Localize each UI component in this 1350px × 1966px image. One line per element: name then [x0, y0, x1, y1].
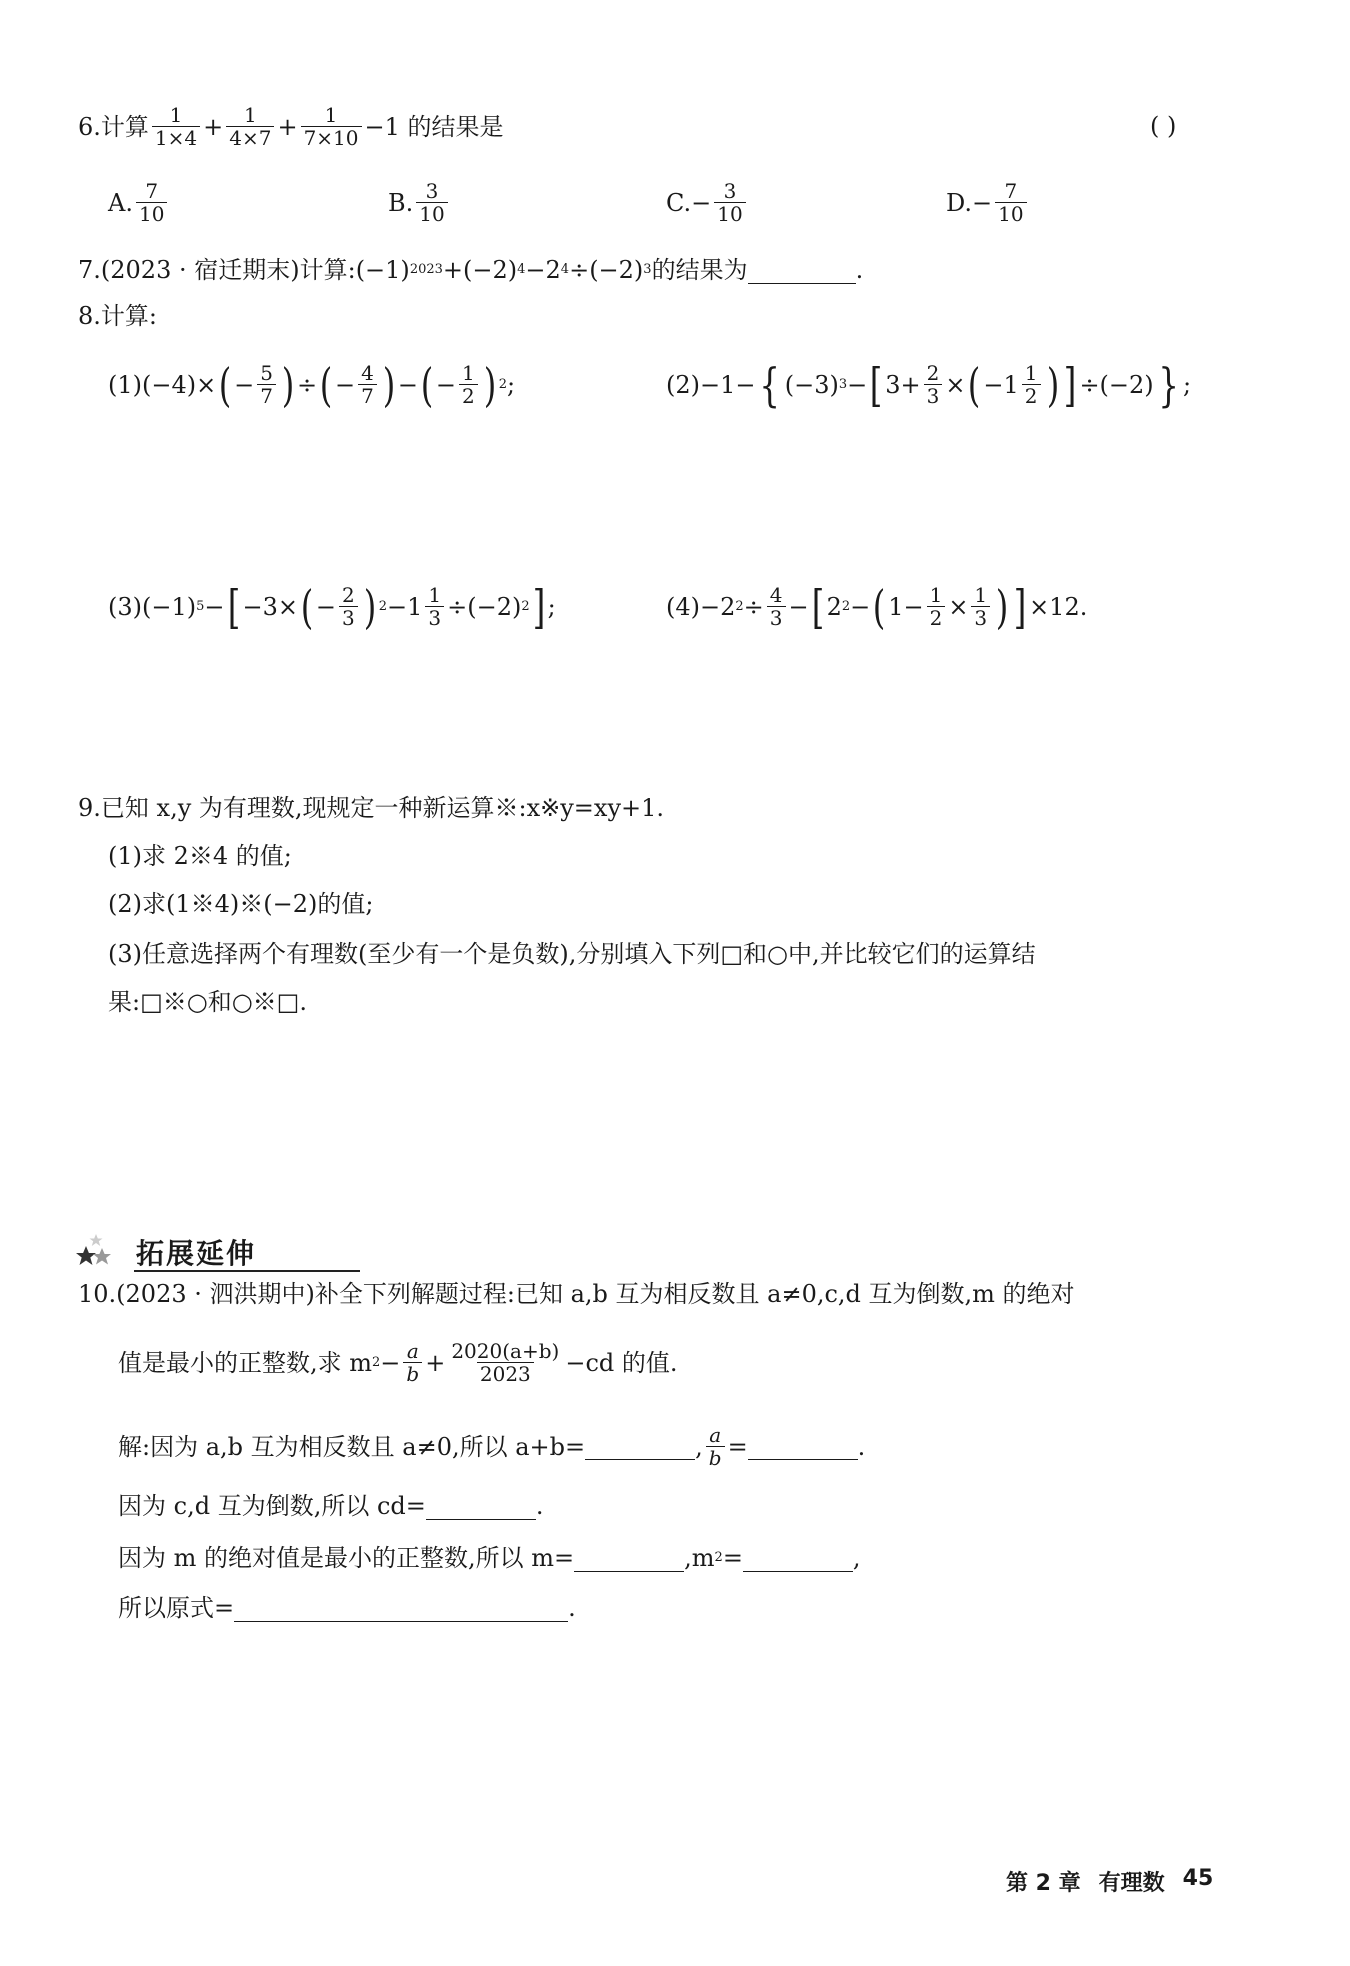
q10-sol1-a: 解:因为 a,b 互为相反数且 a≠0,所以 a+b= [118, 1432, 586, 1461]
q8-1-sign-2: − [335, 370, 356, 399]
q10-blank-a-plus-b[interactable] [585, 1433, 695, 1460]
q10-f2-num: 2020(a+b) [451, 1339, 560, 1363]
q10-sol1-c: = [727, 1432, 748, 1461]
q8-3-exp-2: 2 [378, 598, 387, 614]
q8-3-fraction-1 [339, 584, 358, 629]
q6-fraction-2-num: 1 [243, 103, 257, 127]
q8-4-fraction-3 [971, 584, 990, 629]
section-header [76, 1228, 286, 1274]
q8-part-2 [666, 357, 1192, 412]
q8-1-rparen-1: ) [281, 357, 295, 412]
q10-sol3-exp: 2 [714, 1550, 723, 1565]
q6-fraction-1-den: 1×4 [152, 126, 200, 149]
q6-option-d[interactable] [946, 180, 1030, 225]
question-7 [78, 252, 863, 288]
q8-3-end: ; [547, 592, 556, 621]
q7-part-2: +(−2) [442, 256, 518, 284]
q6-option-a-label: A. [108, 188, 133, 217]
q8-4-exp-2: 2 [841, 598, 851, 614]
q8-part-3 [108, 579, 556, 634]
q10-sol1-b: , [695, 1432, 703, 1461]
q8-3-c: −3× [242, 592, 298, 621]
q6-fraction-3-num: 1 [324, 103, 338, 127]
q7-end: . [855, 256, 864, 284]
q8-3-a: (3)(−1) [108, 592, 197, 621]
q8-part-1 [108, 357, 516, 412]
q10-f1-num: a [406, 1339, 419, 1363]
q10-solution-1 [118, 1424, 865, 1469]
q10-l2-a: 值是最小的正整数,求 m [118, 1348, 373, 1377]
q8-2-rbrace: } [1158, 357, 1179, 412]
q10-f2-den: 2023 [477, 1362, 534, 1385]
q8-1-lparen-3: ( [420, 357, 434, 412]
q9-number: 9. [78, 794, 101, 822]
q10-sol1-fraction [706, 1424, 725, 1469]
q8-4-h: 1− [888, 592, 924, 621]
q6-option-c-fraction [714, 180, 745, 225]
q8-4-lparen: ( [872, 579, 886, 634]
q8-2-b: (−3) [784, 370, 839, 399]
q6-option-a-fraction [136, 180, 167, 225]
q9-sub-1: (1)求 2※4 的值; [108, 842, 292, 870]
q6-fraction-3 [301, 104, 362, 149]
q8-4-fraction-1 [767, 584, 786, 629]
q8-3-exp-1: 5 [196, 598, 205, 614]
q6-option-d-sign: − [972, 188, 993, 217]
q7-exp-3: 4 [560, 262, 570, 277]
q8-4-fraction-2 [927, 584, 946, 629]
q6-fraction-3-den: 7×10 [301, 126, 362, 149]
q6-option-b-fraction [416, 180, 447, 225]
q6-op-1: + [203, 112, 224, 141]
q6-option-d-den: 10 [995, 202, 1026, 225]
footer-title: 有理数 [1098, 1871, 1165, 1896]
q8-4-f1-num: 4 [769, 583, 783, 607]
q8-1-f2-num: 4 [361, 361, 374, 385]
star-icon [76, 1232, 136, 1272]
page-footer [1006, 1866, 1213, 1897]
question-10 [78, 1276, 1075, 1312]
q8-2-d: 3+ [885, 370, 921, 399]
q6-option-d-num: 7 [1004, 179, 1018, 203]
q8-3-f2-den: 3 [425, 606, 444, 629]
page-number: 45 [1182, 1866, 1214, 1891]
q10-sol1-d: . [857, 1432, 866, 1461]
q9-sub-3-line-1: (3)任意选择两个有理数(至少有一个是负数),分别填入下列□和○中,并比较它们的运算结 [108, 940, 1036, 968]
q8-2-c: − [847, 370, 868, 399]
q8-1-f3-den: 2 [459, 384, 478, 407]
q8-3-g: ÷(−2) [447, 592, 522, 621]
q8-4-f2-den: 2 [927, 606, 946, 629]
q6-fraction-1 [152, 104, 200, 149]
q9-sub-3-line-2: 果:□※○和○※□. [108, 988, 307, 1016]
q6-option-a-den: 10 [136, 202, 167, 225]
q7-exp-4: 3 [643, 262, 652, 277]
q6-option-c-num: 3 [723, 179, 737, 203]
q7-number: 7. [78, 256, 101, 284]
q8-1-exp: 2 [498, 376, 507, 392]
q8-1-a: (1)(−4)× [108, 370, 217, 399]
q8-2-lparen: ( [968, 357, 981, 412]
q8-3-f1-num: 2 [342, 583, 355, 607]
q6-lead: 计算 [100, 112, 149, 141]
q8-2-lbrace: { [759, 357, 781, 412]
q8-2-times: × [945, 370, 966, 399]
q10-line-2 [118, 1340, 678, 1385]
q10-solution-2 [118, 1488, 544, 1524]
q10-blank-m[interactable] [574, 1545, 684, 1572]
q8-3-fraction-2 [425, 584, 444, 629]
q6-option-b-num: 3 [425, 179, 439, 203]
q6-number: 6. [78, 112, 101, 141]
q8-4-end: ×12. [1029, 592, 1088, 621]
q8-2-fraction-1 [924, 362, 943, 407]
q10-sol3-c: = [722, 1544, 743, 1572]
q8-title: 计算: [100, 302, 157, 330]
q8-4-g: − [850, 592, 871, 621]
section-title: 拓展延伸 [136, 1237, 257, 1270]
q8-4-exp-1: 2 [735, 598, 744, 614]
q6-fraction-1-num: 1 [169, 103, 183, 127]
q10-line-1: 补全下列解题过程:已知 a,b 互为相反数且 a≠0,c,d 互为倒数,m 的绝对 [314, 1280, 1075, 1308]
q6-option-c[interactable] [666, 180, 749, 225]
q8-3-mixed-whole: −1 [386, 592, 423, 621]
q8-4-f1-den: 3 [767, 606, 786, 629]
q8-4-c: − [788, 592, 809, 621]
q8-1-c: − [397, 370, 418, 399]
q8-4-rparen: ) [995, 579, 1009, 634]
q8-4-f3-num: 1 [974, 583, 988, 607]
q8-2-f2-den: 2 [1022, 384, 1041, 407]
q8-3-exp-3: 2 [521, 598, 530, 614]
q8-1-rparen-3: ) [483, 357, 496, 412]
q10-sol3-b: ,m [684, 1544, 715, 1572]
q10-f1-den: b [403, 1362, 422, 1385]
q8-2-lbracket: [ [869, 357, 883, 412]
q6-option-d-label: D. [946, 188, 973, 217]
q8-2-rbracket: ] [1064, 357, 1077, 412]
q8-1-sign-3: − [435, 370, 456, 399]
q7-part-5: 的结果为 [651, 256, 748, 284]
q8-2-a: (2)−1− [666, 370, 756, 399]
question-9 [78, 790, 664, 826]
question-6 [78, 104, 504, 149]
q10-sol1f-den: b [706, 1446, 725, 1469]
q8-3-sign: − [315, 592, 337, 621]
q8-1-rparen-2: ) [382, 357, 396, 412]
q6-answer-paren[interactable]: ( ) [1150, 112, 1177, 140]
q10-number: 10. [78, 1280, 117, 1308]
q7-exp-1: 2023 [409, 262, 443, 277]
q7-part-4: ÷(−2) [569, 256, 644, 284]
q8-number: 8. [78, 302, 101, 330]
q8-1-f2-den: 7 [358, 384, 377, 407]
q8-4-a: (4)−2 [666, 592, 736, 621]
q8-2-f1-den: 3 [924, 384, 943, 407]
q8-2-end: ; [1182, 370, 1192, 399]
q10-blank-a-over-b[interactable] [748, 1433, 858, 1460]
q10-blank-cd[interactable] [426, 1493, 536, 1520]
q10-l2-d: −cd 的值. [565, 1348, 678, 1377]
q8-3-rparen: ) [363, 579, 377, 634]
q10-l2-b: − [380, 1348, 401, 1377]
q8-4-f3-den: 3 [971, 606, 990, 629]
q10-blank-m-squared[interactable] [743, 1545, 853, 1572]
q6-op-2: + [277, 112, 298, 141]
q8-1-fraction-1 [257, 362, 276, 407]
q10-sol3-d: , [852, 1544, 861, 1572]
q7-part-3: −2 [525, 256, 561, 284]
q8-1-f1-den: 7 [257, 384, 276, 407]
q6-option-b-label: B. [388, 188, 414, 217]
q6-option-a[interactable] [108, 180, 170, 225]
q9-sub-2: (2)求(1※4)※(−2)的值; [108, 890, 374, 918]
q8-3-b: − [204, 592, 225, 621]
q7-answer-blank[interactable] [748, 257, 856, 284]
q10-sol3-a: 因为 m 的绝对值是最小的正整数,所以 m= [118, 1544, 575, 1572]
section-underline [134, 1270, 360, 1272]
q7-part-1: 计算:(−1) [299, 256, 410, 284]
footer-chapter: 第 2 章 [1006, 1871, 1081, 1896]
question-8 [78, 298, 157, 334]
q8-4-d: 2 [826, 592, 842, 621]
q8-4-b: ÷ [743, 592, 764, 621]
q8-2-rparen: ) [1046, 357, 1059, 412]
q8-1-b: ÷ [296, 370, 318, 399]
q10-l2-exp: 2 [372, 1354, 381, 1370]
q8-2-g: ÷(−2) [1079, 370, 1154, 399]
q6-tail: −1 的结果是 [364, 112, 504, 141]
q6-option-c-den: 10 [714, 202, 745, 225]
q10-sol4-a: 所以原式= [118, 1594, 235, 1622]
q8-1-f3-num: 1 [462, 361, 475, 385]
q8-1-f1-num: 5 [260, 361, 274, 385]
q8-4-times: × [948, 592, 969, 621]
q10-sol1f-num: a [709, 1423, 722, 1447]
q6-fraction-2 [226, 104, 274, 149]
q8-3-lparen: ( [300, 579, 314, 634]
q8-3-rbracket: ] [532, 579, 545, 634]
q8-1-fraction-3 [459, 362, 478, 407]
q8-1-end: ; [506, 370, 516, 399]
q8-2-f2-num: 1 [1024, 361, 1038, 385]
q10-sol4-b: . [568, 1594, 576, 1622]
q8-1-sign-1: − [234, 370, 255, 399]
q8-1-lparen-2: ( [319, 357, 333, 412]
q8-3-f2-num: 1 [428, 583, 442, 607]
q8-1-lparen-1: ( [218, 357, 232, 412]
q6-option-a-num: 7 [145, 179, 159, 203]
q10-l2-c: + [425, 1348, 446, 1377]
q10-fraction-a-b [403, 1340, 422, 1385]
q8-1-fraction-2 [358, 362, 377, 407]
q8-2-fraction-2 [1022, 362, 1041, 407]
q6-option-c-label: C. [666, 188, 692, 217]
q6-option-c-sign: − [691, 188, 712, 217]
q7-source: (2023 · 宿迁期末) [100, 256, 300, 284]
q8-2-exp: 3 [838, 376, 848, 392]
q8-4-lbracket: [ [811, 579, 824, 634]
q8-3-f1-den: 3 [339, 606, 358, 629]
q6-fraction-2-den: 4×7 [226, 126, 274, 149]
q10-fraction-2020 [448, 1340, 562, 1385]
q10-sol2-b: . [535, 1492, 544, 1520]
q8-3-lbracket: [ [227, 579, 240, 634]
q10-blank-original-expression[interactable] [234, 1595, 568, 1622]
q8-2-mixed-whole: −1 [983, 370, 1019, 399]
q7-exp-2: 4 [517, 262, 526, 277]
q6-option-d-fraction [995, 180, 1026, 225]
q8-4-rbracket: ] [1013, 579, 1027, 634]
q6-option-b[interactable] [388, 180, 451, 225]
q10-source: (2023 · 泗洪期中) [116, 1280, 315, 1308]
q10-solution-3 [118, 1540, 861, 1576]
q9-text: 已知 x,y 为有理数,现规定一种新运算※:x※y=xy+1. [100, 794, 665, 822]
q8-2-f1-num: 2 [926, 361, 940, 385]
q8-4-f2-num: 1 [929, 583, 943, 607]
q6-option-b-den: 10 [416, 202, 447, 225]
q10-solution-4 [118, 1590, 576, 1626]
q8-part-4 [666, 579, 1088, 634]
q10-sol2-a: 因为 c,d 互为倒数,所以 cd= [118, 1492, 426, 1520]
